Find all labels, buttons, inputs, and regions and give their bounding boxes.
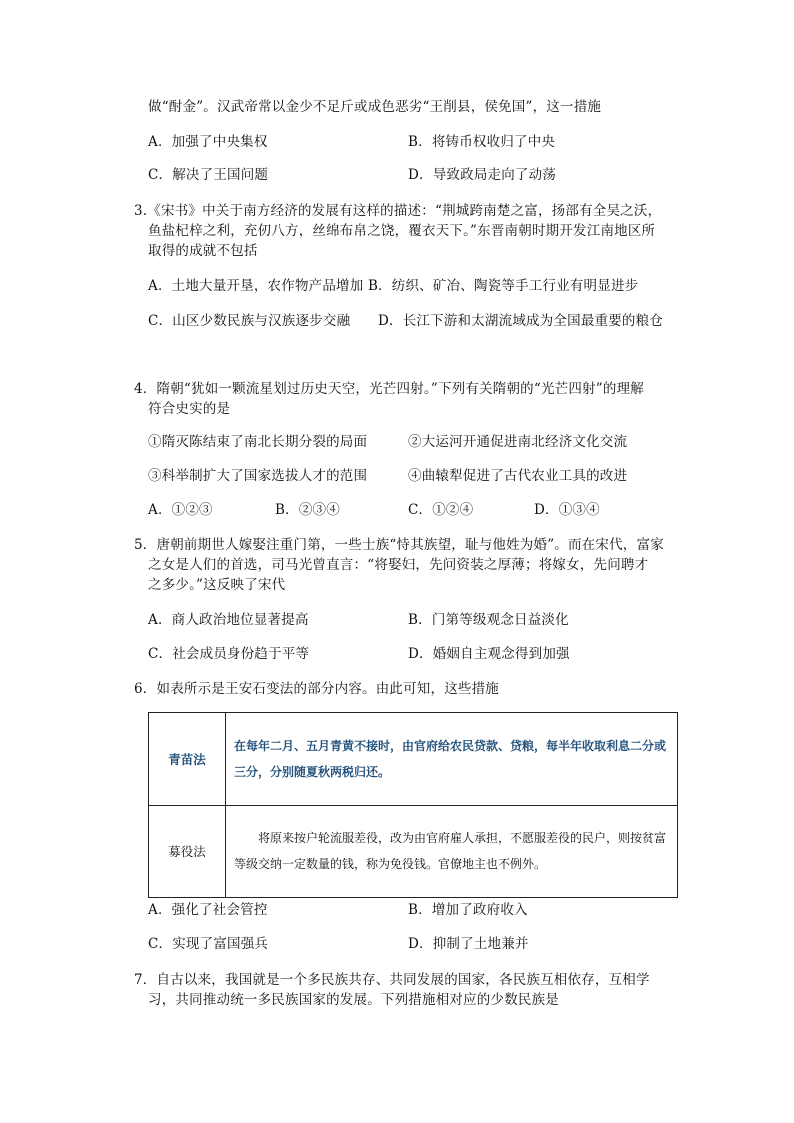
q5-option-c: C．社会成员身份趋于平等 (148, 646, 310, 662)
reform-table (148, 712, 678, 898)
reform-desc-muyi: 将原来按户轮流服差役，改为由官府雇人承担，不愿服差役的民户，则按贫富等级交纳一定数量的钱，称为免役钱。官僚地主也不例外。 (226, 805, 678, 898)
q2-stem-continuation: 做“酎金”。汉武帝常以金少不足斤或成色恶劣“王削县，侯免国”，这一措施 (148, 99, 602, 115)
q7-stem-line2: 习，共同推动统一多民族国家的发展。下列措施相对应的少数民族是 (148, 992, 559, 1008)
q3-option-c: C．山区少数民族与汉族逐步交融 (148, 313, 351, 329)
q5-option-a: A．商人政治地位显著提高 (148, 612, 309, 628)
q4-option-c: C．①②④ (408, 502, 474, 518)
q6-option-c: C．实现了富国强兵 (148, 936, 269, 952)
q5-stem-line2: 之女是人们的首选，司马光曾直言：“将娶妇，先问资装之厚薄；将嫁女，先问聘才 (148, 557, 649, 573)
table-row (149, 805, 678, 898)
q5-option-d: D．婚姻自主观念得到加强 (408, 646, 570, 662)
q6-stem: 6．如表所示是王安石变法的部分内容。由此可知，这些措施 (134, 681, 499, 697)
q4-statement-4: ④曲辕犁促进了古代农业工具的改进 (408, 468, 628, 484)
q4-option-a: A．①②③ (148, 502, 213, 518)
q3-option-d: D．长江下游和太湖流域成为全国最重要的粮仓 (378, 313, 664, 329)
q3-stem-line1: 3.《宋书》中关于南方经济的发展有这样的描述：“荆城跨南楚之富，扬部有全吴之沃， (134, 203, 662, 219)
q6-option-a: A．强化了社会管控 (148, 902, 268, 918)
q4-statement-1: ①隋灭陈结束了南北长期分裂的局面 (148, 434, 368, 450)
reform-name-qingmiao: 青苗法 (149, 713, 226, 806)
q5-stem-line3: 之多少。”这反映了宋代 (148, 577, 286, 593)
q5-option-b: B．门第等级观念日益淡化 (408, 612, 569, 628)
q6-option-d: D．抑制了土地兼并 (408, 936, 529, 952)
q4-option-d: D．①③④ (534, 502, 600, 518)
q5-stem-line1: 5．唐朝前期世人嫁娶注重门第，一些士族“恃其族望，耻与他姓为婚”。而在宋代，富家 (134, 537, 664, 553)
q4-statement-2: ②大运河开通促进南北经济文化交流 (408, 434, 628, 450)
q3-stem-line3: 取得的成就不包括 (148, 243, 258, 259)
q6-option-b: B．增加了政府收入 (408, 902, 528, 918)
reform-name-muyi: 募役法 (149, 805, 226, 898)
q2-option-b: B．将铸币权收归了中央 (408, 134, 556, 150)
q3-stem-line2: 鱼盐杞梓之利，充仞八方，丝绵布帛之饶，覆衣天下。”东晋南朝时期开发江南地区所 (148, 223, 656, 239)
q2-option-c: C．解决了王国问题 (148, 167, 269, 183)
table-row (149, 713, 678, 806)
q4-stem-line2: 符合史实的是 (148, 401, 231, 417)
q4-option-b: B．②③④ (275, 502, 340, 518)
q2-option-a: A．加强了中央集权 (148, 134, 268, 150)
q4-statement-3: ③科举制扩大了国家选拔人才的范围 (148, 468, 368, 484)
reform-desc-qingmiao: 在每年二月、五月青黄不接时，由官府给农民贷款、贷粮，每半年收取利息二分或三分，分别随夏秋两税归还。 (226, 713, 678, 806)
q2-option-d: D．导致政局走向了动荡 (408, 167, 557, 183)
q7-stem-line1: 7．自古以来，我国就是一个多民族共存、共同发展的国家，各民族互相依存，互相学 (134, 972, 650, 988)
q4-stem-line1: 4．隋朝“犹如一颗流星划过历史天空，光芒四射。”下列有关隋朝的“光芒四射”的理解 (134, 381, 644, 397)
q3-options-ab: A．土地大量开垦，农作物产品增加 B．纺织、矿冶、陶瓷等手工行业有明显进步 (148, 278, 639, 294)
